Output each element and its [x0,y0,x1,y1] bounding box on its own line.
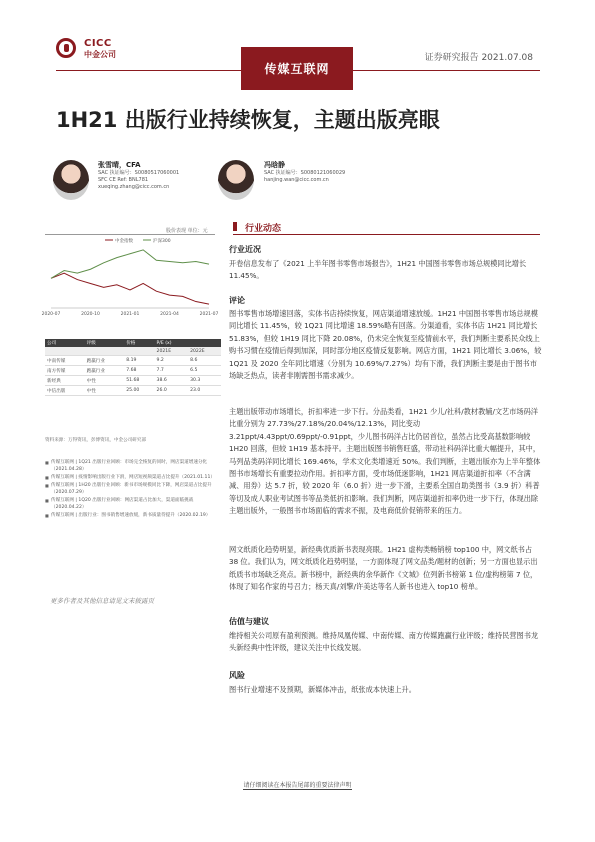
table-row [45,386,221,396]
related-report-item[interactable]: ■ 传媒互联网 | 出版行业：图书销售增速放缓，新书质量待提升（2020.02.19） [45,512,225,519]
heading-risk: 风险 [229,671,245,680]
analyst-sfc: SFC CE Ref: BNL781 [98,177,149,183]
table-subheader [124,347,154,356]
section-header [233,220,540,235]
heading-industry-status: 行业近况 [229,245,261,254]
analyst-sac: SAC 执证编号：S0080121060029 [264,170,346,176]
report-type-date: 证券研究报告 2021.07.08 [424,53,533,63]
table-row [45,356,221,366]
x-tick-label: 2021-01 [120,312,140,317]
analyst-email[interactable]: xueqing.zhang@cicc.com.cn [98,184,170,190]
table-cell: 8.19 [124,356,154,366]
table-header: P/E (x) [155,339,189,347]
logo-text-cn: 中金公司 [84,50,116,59]
paragraph-industry-status: 开卷信息发布了《2021 上半年图书零售市场报告》，1H21 中国图书零售市场总规模同比增长 11.45%。 [229,259,527,281]
section-title: 行业动态 [245,224,282,234]
table-cell: 26.0 [155,386,189,396]
related-report-item[interactable]: ■ 传媒互联网 | 1Q20 出版行业回顾：网店渠道占比加大，渠道面临挑战（2020.04.22） [45,497,225,511]
table-cell: 跑赢行业 [85,356,125,366]
related-reports-list [45,459,225,520]
table-subheader [85,347,125,356]
legal-footer[interactable] [0,780,595,789]
legend-label: 沪深300 [153,239,171,244]
legend-label: 中金指数 [115,239,133,244]
paragraph-risk: 图书行业增速不及预期，新媒体冲击，纸张成本快速上升。 [229,685,416,694]
more-info-link[interactable]: 更多作者及其他信息请见文末披露页 [50,597,154,605]
table-cell: 新经典 [45,376,85,386]
analyst-avatar-1 [53,160,89,200]
heading-comment: 评论 [229,296,245,305]
section-bar-icon [233,222,237,231]
logo-text-en: CICC [84,38,112,49]
x-tick-label: 2021-04 [160,312,179,317]
related-report-item[interactable]: ■ 传媒互联网 | 疫情影响出版行业下滑，网店短视频渠道占比提升（2021.01.11） [45,474,225,481]
analyst-email[interactable]: hanjing.wan@cicc.com.cn [264,177,329,183]
related-report-item[interactable]: ■ 传媒互联网 | 1Q21 出版行业回顾：市场完全恢复的同时，网店渠道增速分化（2021.04.28） [45,459,225,473]
table-cell: 51.68 [124,376,154,386]
table-cell: 中南传媒 [45,356,85,366]
table-cell: 38.6 [155,376,189,386]
table-subheader: 2021E [155,347,189,356]
table-cell: 7.7 [155,366,189,376]
analyst-name: 张雪晴，CFA [98,161,141,169]
table-cell: 9.2 [155,356,189,366]
series-line-1 [51,250,209,278]
x-tick-label: 2020-07 [41,312,61,317]
source-note: 资料来源：万得资讯，彭博资讯，中金公司研究部 [45,438,147,443]
table-cell: 25.00 [124,386,154,396]
analyst-avatar-2 [218,160,254,200]
page-title: 1H21 出版行业持续恢复，主题出版亮眼 [56,108,440,132]
series-line-0 [51,273,209,304]
x-tick-label: 2021-07 [199,312,219,317]
paragraph-valuation: 维持相关公司原有盈利预测。维持凤凰传媒、中南传媒、南方传媒跑赢行业评级；维持民营图书龙头新经典中性评级，建议关注中长线发展。 [229,631,539,653]
table-cell: 7.68 [124,366,154,376]
heading-valuation: 估值与建议 [229,617,269,626]
paragraph-comment-1: 图书零售市场增速回落，实体书店持续恢复，网店渠道增速放缓。1H21 中国图书零售市场总规模同比增长 11.45%，较 1Q21 同比增速 18.59%略有回落。分渠道看，实体书店 1H21 同比增长 51.83%，但较 1H19 同比下降 20.08%，仍未完全恢复至疫情前水平，我们判断主要系民众线上购书习惯在疫情后得到加深，同时部分地区疫情反复影响。网店方面，1H21 同比增长 3.06%，较 1Q21 及 2020 全年同比增速（分别为 10.69%/7.27%）均有下滑，我们判断主要是由于图书市场缺乏热点，读者非刚需图书需求减少。 [229,309,542,381]
table-cell: 中性 [85,376,125,386]
analyst-card-1 [98,160,179,191]
paragraph-comment-3: 网文纸质化趋势明显，新经典优质新书表现亮眼。1H21 虚构类畅销榜 top100 中，网文纸书占 38 位。我们认为，网文纸质化趋势明显，一方面体现了网文品类/题材的创新；另一方面也显示出纸质书市场缺乏亮点。新书榜中，新经典的余华新作《文城》位列新书榜第 1 位/虚构榜第 7 位，体现了知名作家的号召力；杨天真/刘擎/许美达等名人新书也进入 top10 榜单。 [229,545,538,592]
table-cell: 中信出版 [45,386,85,396]
paragraph-comment-2: 主题出版带动市场增长，折扣率进一步下行。分品类看，1H21 少儿/社科/教材教辅/文艺市场码洋比重分别为 27.73%/27.18%/20.04%/12.13%，同比变动 3.21ppt/4.43ppt/0.69ppt/-0.91ppt，少儿图书码洋占比仍居首位，虽然占比受高基数影响较 1H20 回落，但较 1H19 基本持平。主题出版图书销售旺盛，带动社科码洋比重大幅提升，其中，马列品类码洋同比增长 169.46%，学术文化类增速近 50%。我们判断，主题出版亦为上半年整体图书市场增长有重要拉动作用。折扣率方面，受市场低迷影响，1H21 网店渠道折扣率（不含满减、用券）达 5.7 折，较 2020 年（6.0 折）进一步下滑，主要系全国自助类图书（3.9 折）科普等切及成人职业考试图书等品类低折扣影响。我们判断，网店渠道折扣率仍进一步下行，体现出除主题出版外，一般图书市场面临的需求不振，及电商低价促销带来的压力。 [229,407,541,516]
analyst-card-2 [264,160,345,184]
table-subheader [45,347,85,356]
table-row [45,376,221,386]
table-header: 评级 [85,339,125,347]
table-cell: 30.3 [188,376,221,386]
x-tick-label: 2020-10 [81,312,100,317]
table-subheader: 2022E [188,347,221,356]
table-cell: 跑赢行业 [85,366,125,376]
table-cell: 南方传媒 [45,366,85,376]
stock-performance-chart [41,234,219,322]
table-header: 公司 [45,339,85,347]
table-cell: 23.0 [188,386,221,396]
valuation-table [45,339,221,396]
table-header: 价格 [124,339,154,347]
table-cell: 6.5 [188,366,221,376]
analyst-name: 冯晗静 [264,161,285,169]
table-cell: 中性 [85,386,125,396]
cicc-logo-icon [56,38,76,58]
chart-caption: 股价表现 单位：元 [166,228,208,234]
sector-badge: 传媒互联网 [241,47,353,90]
table-header [188,339,221,347]
table-row [45,366,221,376]
table-cell: 8.6 [188,356,221,366]
analyst-sac: SAC 执证编号：S0080517060001 [98,170,180,176]
legal-footer-text[interactable]: 请仔细阅读在本报告尾部的重要法律声明 [243,782,352,789]
related-report-item[interactable]: ■ 传媒互联网 | 1H20 出版行业回顾：新书市场规模同比下降，网店渠道占比提升（2020.07.29） [45,482,225,496]
